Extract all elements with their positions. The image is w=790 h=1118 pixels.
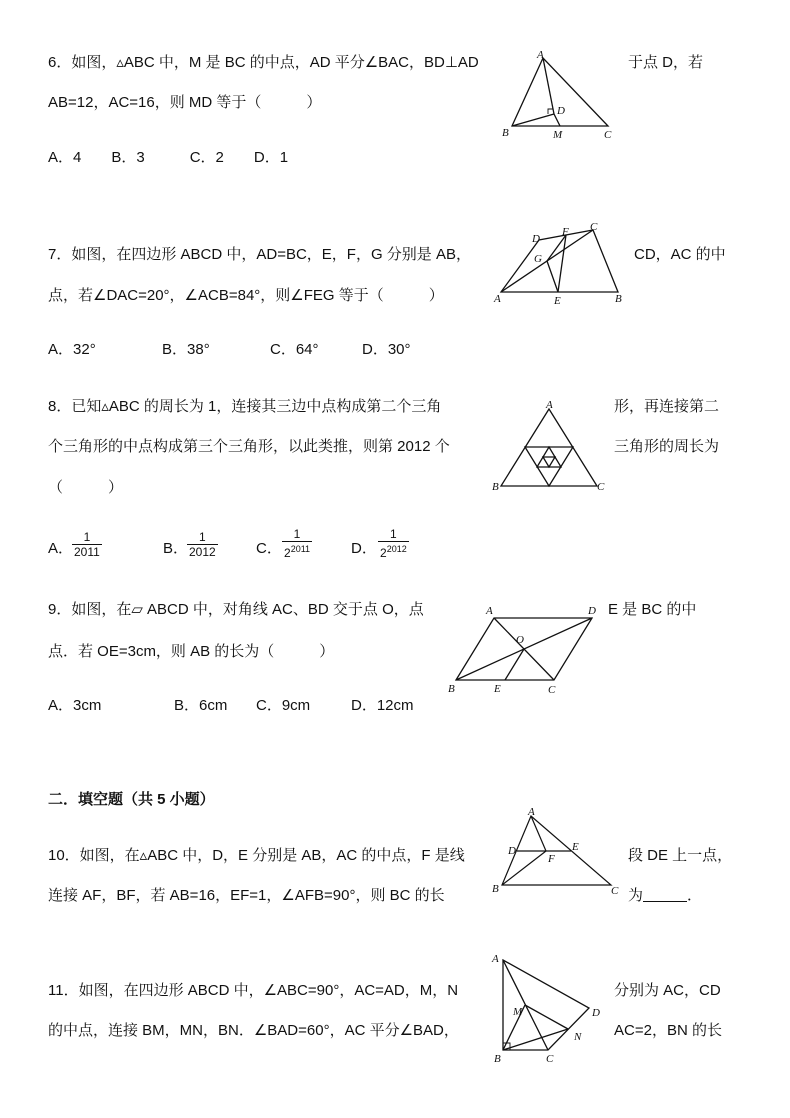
q8-option-d-num: 1: [378, 528, 409, 542]
q8-option-d-den: $2^{2012}$: [380, 544, 407, 560]
q9-label-b: B: [448, 683, 455, 695]
q9-label-c: C: [548, 684, 556, 696]
q11-line2-right: AC=2，BN 的长: [614, 1022, 722, 1039]
q7-label-g: G: [534, 253, 542, 265]
q8-option-a-den: 2011: [74, 545, 100, 559]
section-heading-fill-in: 二．填空题（共 5 小题）: [48, 791, 215, 808]
q8-line3: （ ）: [48, 479, 124, 496]
q8-label-a: A: [546, 399, 553, 411]
q6-line1: 6．如图，▵ABC 中，M 是 BC 的中点，AD 平分∠BAC，BD⊥AD: [48, 54, 479, 71]
q8-line1-right: 形，再连接第二: [614, 398, 720, 415]
q9-label-o: O: [516, 634, 524, 646]
q7-line1: 7．如图，在四边形 ABCD 中，AD=BC，E，F，G 分别是 AB，: [48, 246, 471, 263]
q8-option-a-label: A．: [48, 540, 74, 557]
q9-label-e: E: [494, 683, 501, 695]
q8-line2-right: 三角形的周长为: [614, 438, 720, 455]
q10-label-f: F: [548, 853, 555, 865]
q8-line2: 个三角形的中点构成第三个三角形，以此类推，则第 2012 个: [48, 438, 450, 455]
q11-line1-right: 分别为 AC，CD: [614, 982, 721, 999]
q7-option-c: C．64°: [270, 341, 319, 358]
q11-label-a: A: [492, 953, 499, 965]
q10-answer-suffix: ．: [687, 887, 703, 904]
q7-label-e: E: [554, 295, 561, 307]
q7-line1-right: CD，AC 的中: [634, 246, 726, 263]
q9-option-c: C．9cm: [256, 697, 311, 714]
q9-line1-right: E 是 BC 的中: [608, 601, 697, 618]
q10-label-d: D: [508, 845, 516, 857]
q6-triangle-figure: [498, 46, 624, 146]
q7-label-d: D: [532, 233, 540, 245]
q10-label-e: E: [572, 841, 579, 853]
q7-option-d: D．30°: [362, 341, 411, 358]
q7-line2: 点，若∠DAC=20°，∠ACB=84°，则∠FEG 等于（ ）: [48, 287, 444, 304]
q8-line1: 8．已知▵ABC 的周长为 1，连接其三边中点构成第二个三角: [48, 398, 442, 415]
q11-label-d: D: [592, 1007, 600, 1019]
q9-option-b: B．6cm: [174, 697, 228, 714]
q6-label-a: A: [537, 49, 544, 61]
q11-label-n: N: [574, 1031, 582, 1043]
q6-label-m: M: [553, 129, 563, 141]
q9-option-d: D．12cm: [351, 697, 414, 714]
q8-option-d-fraction: [378, 528, 409, 560]
q8-label-c: C: [597, 481, 605, 493]
q8-option-a-fraction: [72, 531, 102, 559]
q8-option-c-den: $2^{2011}$: [284, 544, 311, 560]
q6-label-c: C: [604, 129, 612, 141]
q10-line2: 连接 AF，BF，若 AB=16，EF=1，∠AFB=90°，则 BC 的长: [48, 887, 445, 904]
q7-label-f: F: [562, 226, 569, 238]
q10-answer-prefix: 为: [628, 887, 644, 904]
q9-option-a: A．3cm: [48, 697, 102, 714]
q9-label-a: A: [486, 605, 493, 617]
q11-line1: 11．如图，在四边形 ABCD 中，∠ABC=90°，AC=AD，M，N: [48, 982, 459, 999]
q11-label-m: M: [513, 1006, 523, 1018]
q11-label-c: C: [546, 1053, 554, 1065]
q7-label-c: C: [590, 221, 598, 233]
q6-label-d: D: [557, 105, 565, 117]
q10-triangle-figure: [490, 806, 620, 898]
q8-option-d-label: D．: [351, 540, 377, 557]
q9-label-d: D: [588, 605, 596, 617]
q10-line1: 10．如图，在▵ABC 中，D，E 分别是 AB，AC 的中点，F 是线: [48, 847, 465, 864]
q8-option-b-label: B．: [163, 540, 189, 557]
q10-label-c: C: [611, 885, 619, 897]
q9-line2: 点．若 OE=3cm，则 AB 的长为（ ）: [48, 643, 335, 660]
q6-line2: AB=12，AC=16，则 MD 等于（ ）: [48, 94, 322, 111]
q8-option-a-num: 1: [72, 531, 102, 545]
q8-option-c-num: 1: [282, 528, 312, 542]
q10-line2-right: [628, 886, 702, 906]
q9-parallelogram-figure: [444, 598, 604, 698]
q10-label-b: B: [492, 883, 499, 895]
q11-quadrilateral-figure: [488, 948, 614, 1070]
q8-option-c-label: C．: [256, 540, 282, 557]
q11-line2: 的中点，连接 BM，MN，BN．∠BAD=60°，AC 平分∠BAD，: [48, 1022, 459, 1039]
q8-option-b-num: 1: [187, 531, 218, 545]
q7-quadrilateral-figure: [492, 218, 626, 308]
q7-label-a: A: [494, 293, 501, 305]
q6-line1-right: 于点 D，若: [628, 54, 704, 71]
q8-label-b: B: [492, 481, 499, 493]
q8-nested-triangles-figure: [488, 396, 612, 496]
q10-line1-right: 段 DE 上一点，: [628, 847, 733, 864]
q7-label-b: B: [615, 293, 622, 305]
q8-option-b-den: 2012: [189, 545, 216, 559]
q7-option-b: B．38°: [162, 341, 210, 358]
q10-answer-blank[interactable]: [643, 887, 687, 902]
q7-option-a: A．32°: [48, 341, 96, 358]
q11-label-b: B: [494, 1053, 501, 1065]
q10-label-a: A: [528, 806, 535, 818]
q6-options: A．4 B．3 C．2 D．1: [48, 149, 289, 166]
q8-option-c-fraction: [282, 528, 312, 560]
q8-option-b-fraction: [187, 531, 218, 559]
q9-line1: 9．如图，在▱ ABCD 中，对角线 AC、BD 交于点 O，点: [48, 601, 424, 618]
q6-label-b: B: [502, 127, 509, 139]
